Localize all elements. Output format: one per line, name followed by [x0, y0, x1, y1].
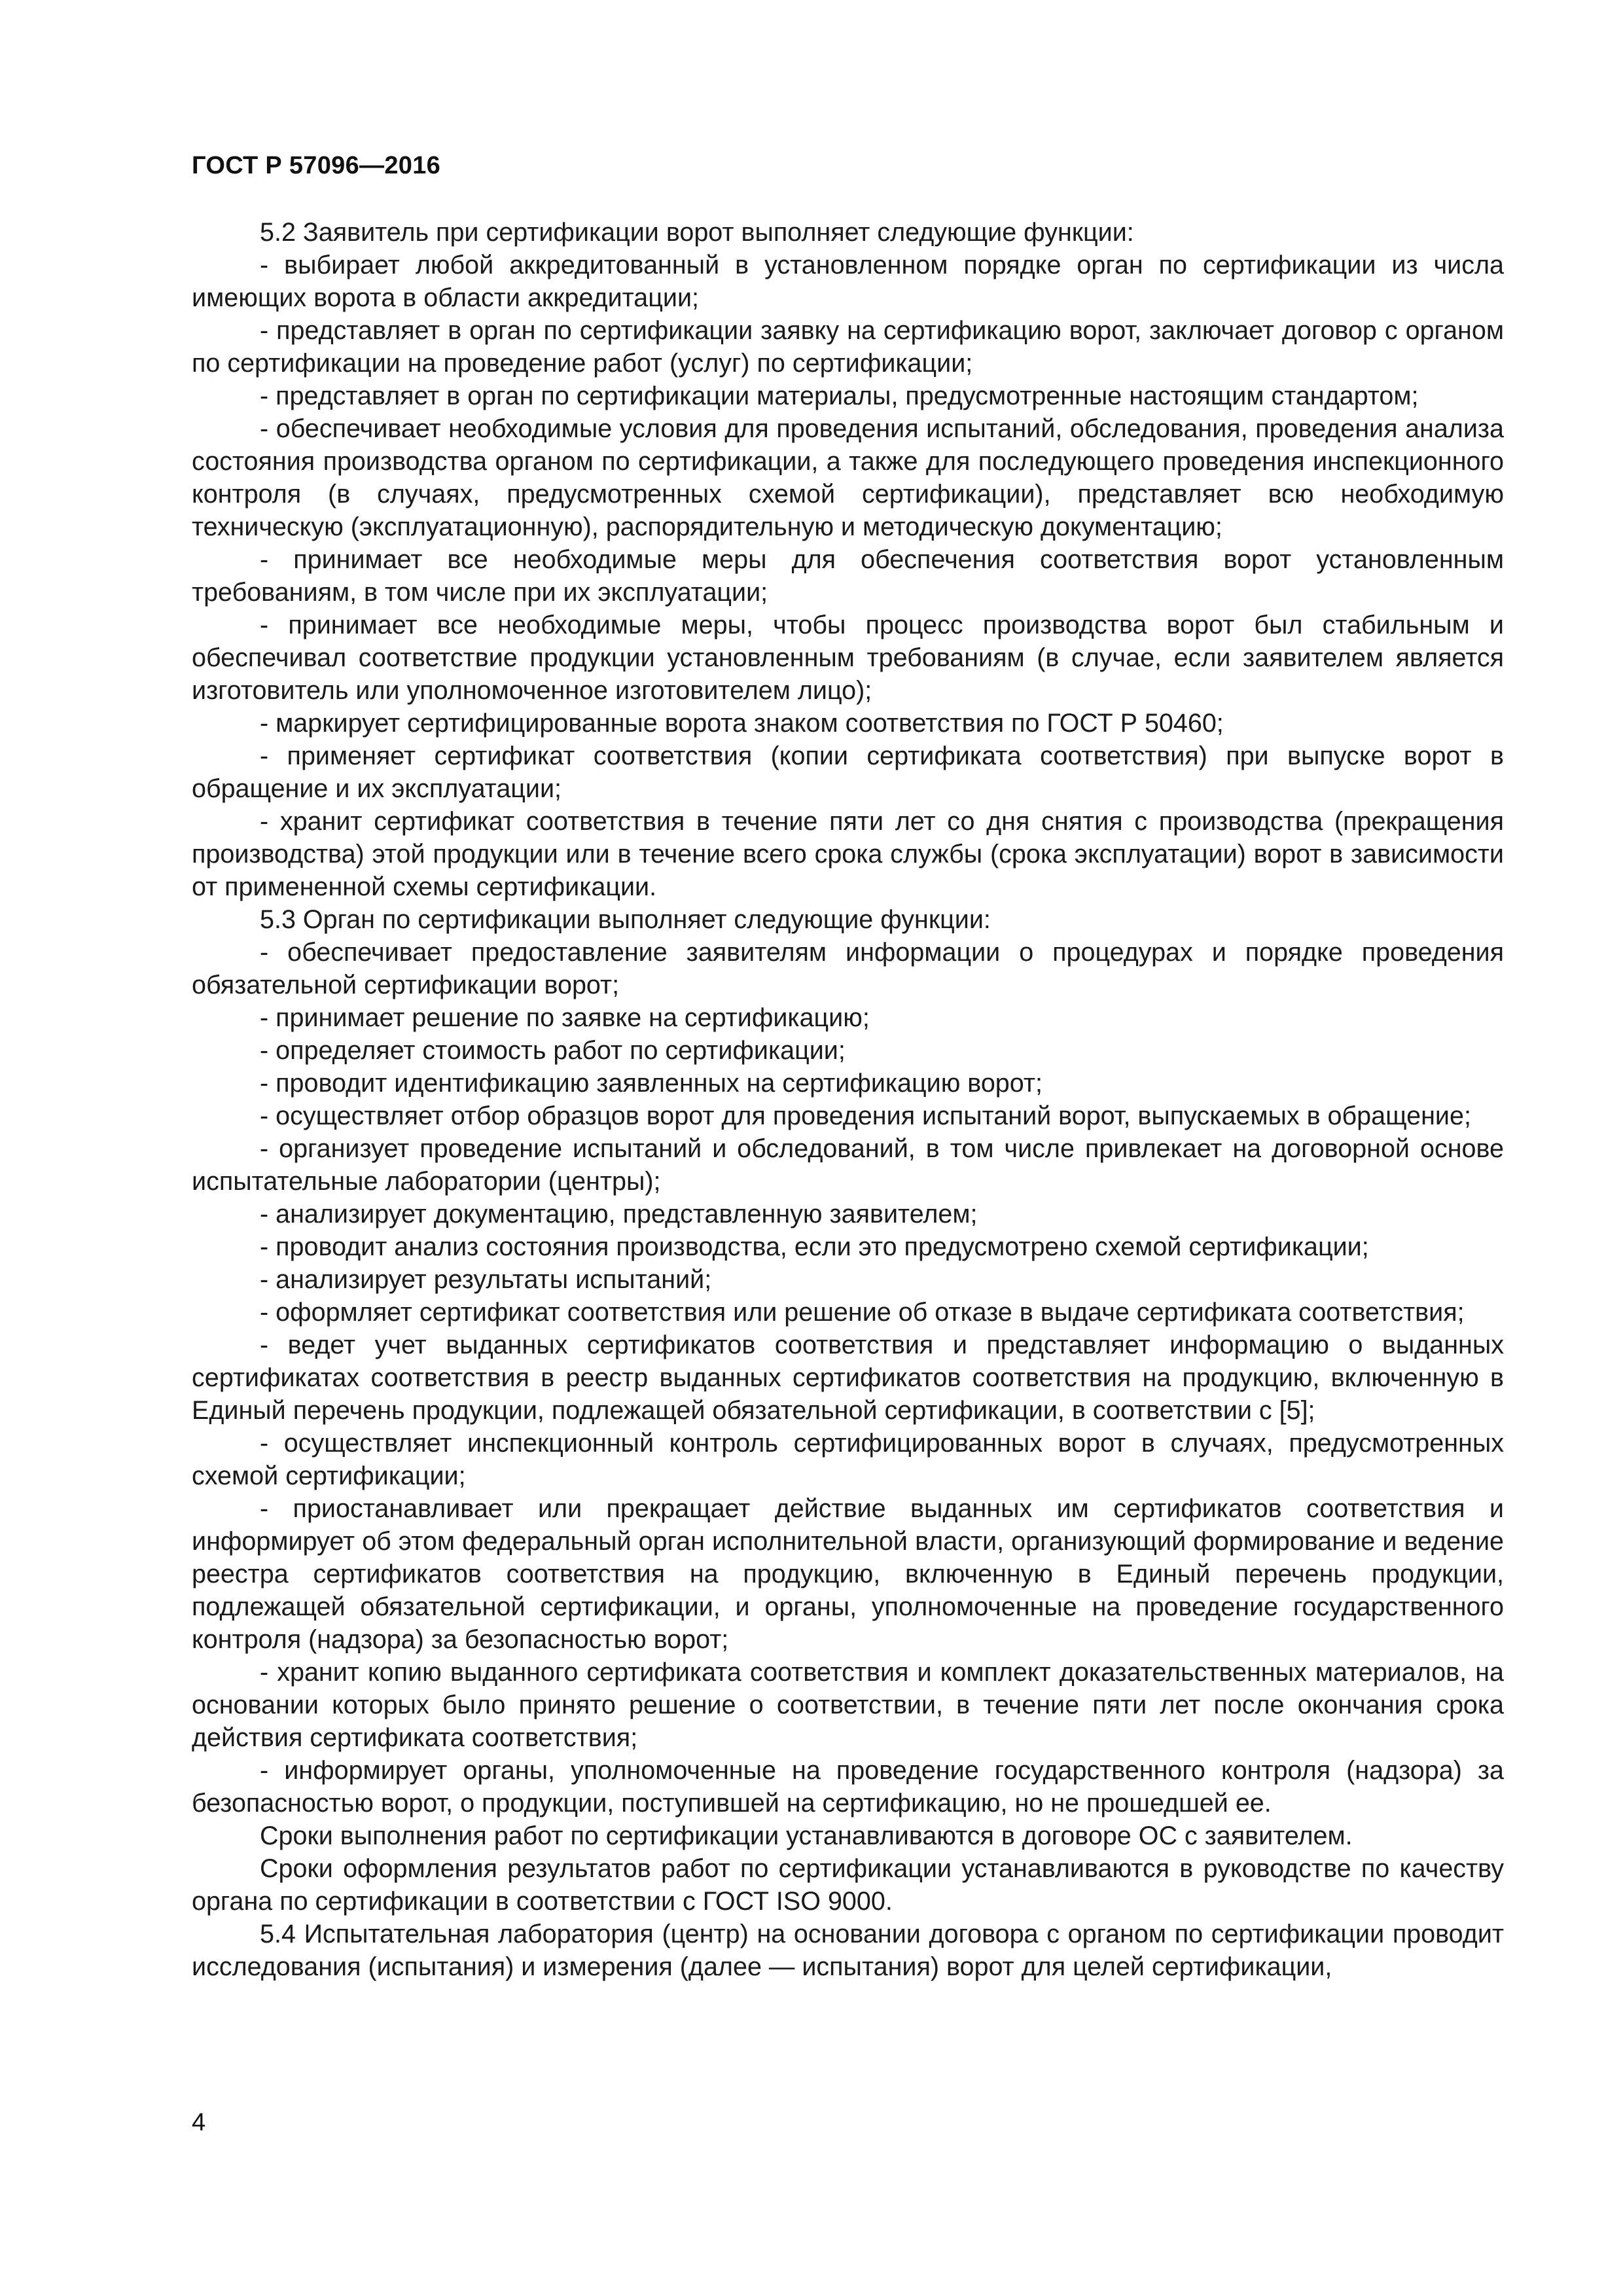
- paragraph: - принимает все необходимые меры для обеспечения соответствия ворот установленным требованиям, в том числе при их эксплуатации;: [192, 545, 1504, 607]
- paragraph: - проводит идентификацию заявленных на сертификацию ворот;: [260, 1069, 1043, 1098]
- paragraph: - обеспечивает необходимые условия для проведения испытаний, обследования, проведения анализа состояния производства органом по сертификации, а также для последующего проведения инспекционного контроля (в случаях, предусмотренных схемой сертификации), представляет всю необходимую техническую (эксплуатационную), распорядительную и методическую документацию;: [192, 414, 1504, 541]
- paragraph: 5.3 Орган по сертификации выполняет следующие функции:: [260, 905, 991, 934]
- paragraph: 5.4 Испытательная лаборатория (центр) на основании договора с органом по сертификации проводит исследования (испытания) и измерения (далее — испытания) ворот для целей сертификации,: [192, 1920, 1504, 1981]
- page-number: 4: [192, 2109, 206, 2136]
- paragraph: - проводит анализ состояния производства, если это предусмотрено схемой сертификации;: [260, 1232, 1369, 1261]
- paragraph: - анализирует документацию, представленную заявителем;: [260, 1200, 978, 1229]
- paragraph: - осуществляет отбор образцов ворот для проведения испытаний ворот, выпускаемых в обращение;: [260, 1102, 1471, 1130]
- document-code-header: ГОСТ Р 57096—2016: [192, 152, 441, 179]
- paragraph: - хранит сертификат соответствия в течение пяти лет со дня снятия с производства (прекращения производства) этой продукции или в течение всего срока службы (срока эксплуатации) ворот в зависимости от примененной схемы сертификации.: [192, 807, 1504, 901]
- paragraph: - принимает решение по заявке на сертификацию;: [260, 1003, 870, 1032]
- paragraph: - организует проведение испытаний и обследований, в том числе привлекает на договорной основе испытательные лаборатории (центры);: [192, 1134, 1504, 1196]
- paragraph: - применяет сертификат соответствия (копии сертификата соответствия) при выпуске ворот в обращение и их эксплуатации;: [192, 742, 1504, 803]
- document-body: [192, 216, 1504, 1983]
- paragraph: - определяет стоимость работ по сертификации;: [260, 1036, 846, 1065]
- paragraph: - ведет учет выданных сертификатов соответствия и представляет информацию о выданных сертификатах соответствия в реестр выданных сертификатов соответствия на продукцию, включенную в Единый перечень продукции, подлежащей обязательной сертификации, в соответствии с [5];: [192, 1331, 1504, 1425]
- paragraph: Сроки оформления результатов работ по сертификации устанавливаются в руководстве по качеству органа по сертификации в соответствии с ГОСТ ISO 9000.: [192, 1854, 1504, 1916]
- paragraph: - обеспечивает предоставление заявителям информации о процедурах и порядке проведения обязательной сертификации ворот;: [192, 938, 1504, 999]
- paragraph: - представляет в орган по сертификации материалы, предусмотренные настоящим стандартом;: [260, 382, 1419, 410]
- paragraph: - оформляет сертификат соответствия или решение об отказе в выдаче сертификата соответствия;: [260, 1298, 1465, 1327]
- paragraph: - выбирает любой аккредитованный в установленном порядке орган по сертификации из числа имеющих ворота в области аккредитации;: [192, 251, 1504, 312]
- paragraph: 5.2 Заявитель при сертификации ворот выполняет следующие функции:: [260, 218, 1134, 247]
- paragraph: - маркирует сертифицированные ворота знаком соответствия по ГОСТ Р 50460;: [260, 709, 1224, 738]
- paragraph: - информирует органы, уполномоченные на проведение государственного контроля (надзора) за безопасностью ворот, о продукции, поступившей на сертификацию, но не прошедшей ее.: [192, 1756, 1504, 1818]
- paragraph: Сроки выполнения работ по сертификации устанавливаются в договоре ОС с заявителем.: [260, 1821, 1353, 1850]
- paragraph: - хранит копию выданного сертификата соответствия и комплект доказательственных материалов, на основании которых было принято решение о соответствии, в течение пяти лет после окончания срока действия сертификата соответствия;: [192, 1658, 1504, 1752]
- paragraph: - анализирует результаты испытаний;: [260, 1265, 712, 1294]
- paragraph: - осуществляет инспекционный контроль сертифицированных ворот в случаях, предусмотренных схемой сертификации;: [192, 1429, 1504, 1490]
- paragraph: - представляет в орган по сертификации заявку на сертификацию ворот, заключает договор с органом по сертификации на проведение работ (услуг) по сертификации;: [192, 316, 1504, 378]
- paragraph: - принимает все необходимые меры, чтобы процесс производства ворот был стабильным и обеспечивал соответствие продукции установленным требованиям (в случае, если заявителем является изготовитель или уполномоченное изготовителем лицо);: [192, 611, 1504, 705]
- paragraph: - приостанавливает или прекращает действие выданных им сертификатов соответствия и информирует об этом федеральный орган исполнительной власти, организующий формирование и ведение реестра сертификатов соответствия на продукцию, включенную в Единый перечень продукции, подлежащей обязательной сертификации, и органы, уполномоченные на проведение государственного контроля (надзора) за безопасностью ворот;: [192, 1494, 1504, 1654]
